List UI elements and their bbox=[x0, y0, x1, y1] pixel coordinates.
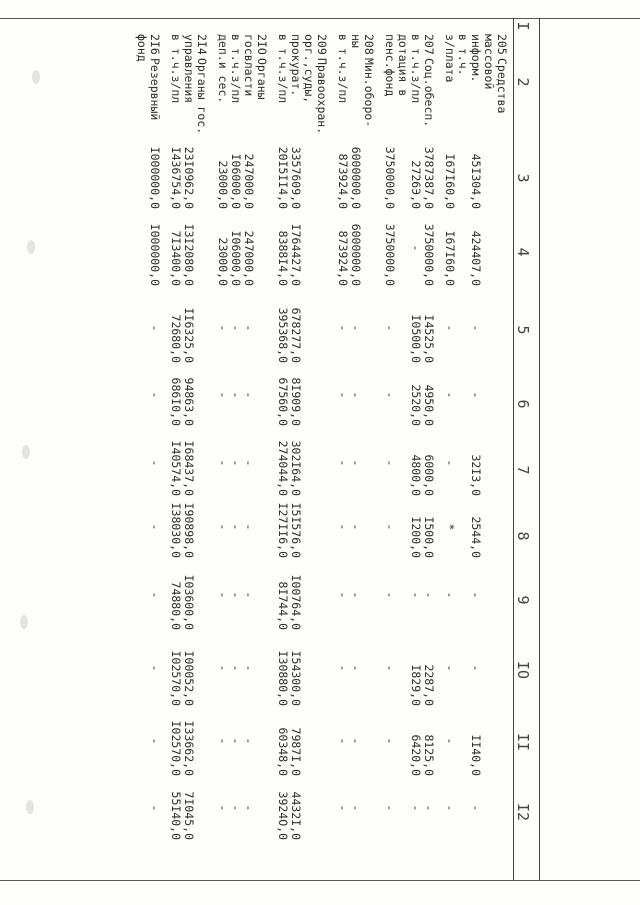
row-line bbox=[456, 0, 469, 905]
column-number: 2 bbox=[514, 77, 532, 87]
cell-value: - bbox=[242, 459, 256, 467]
cell-value: - bbox=[148, 324, 162, 332]
row-code: 209 bbox=[315, 34, 329, 55]
cell-value: - bbox=[443, 804, 457, 812]
row-line bbox=[422, 0, 435, 905]
row-label: госвласти bbox=[242, 34, 256, 97]
cell-value: - bbox=[242, 523, 256, 531]
cell-value: - bbox=[383, 664, 397, 672]
cell-value: - bbox=[443, 664, 457, 672]
row-line bbox=[315, 0, 328, 905]
cell-value: - bbox=[336, 391, 350, 399]
row-line bbox=[482, 0, 495, 905]
row-label: в т.ч.з/пл bbox=[409, 34, 423, 104]
cell-value: - bbox=[216, 523, 230, 531]
cell-value: 55I40,0 bbox=[169, 791, 183, 840]
cell-value: - bbox=[349, 664, 363, 672]
row-line bbox=[242, 0, 255, 905]
cell-value: - bbox=[349, 523, 363, 531]
cell-value: I06000,0 bbox=[229, 230, 243, 286]
scan-mark bbox=[22, 445, 30, 459]
row-line bbox=[229, 0, 242, 905]
row-label: в т.ч. bbox=[456, 34, 470, 76]
row-line bbox=[195, 0, 208, 905]
cell-value: - bbox=[409, 244, 423, 252]
header-top-rule bbox=[539, 18, 540, 880]
cell-value: 4432I,0 bbox=[289, 791, 303, 840]
cell-value: - bbox=[349, 324, 363, 332]
column-number: 7 bbox=[514, 465, 532, 475]
cell-value: - bbox=[216, 664, 230, 672]
cell-value: 7I045,0 bbox=[182, 791, 196, 840]
cell-value: I3I2080,0 bbox=[182, 223, 196, 286]
cell-value: I00764,0 bbox=[289, 574, 303, 630]
row-line bbox=[362, 0, 375, 905]
column-number: I bbox=[514, 21, 532, 31]
cell-value: - bbox=[383, 391, 397, 399]
column-number: II bbox=[514, 732, 532, 752]
cell-value: - bbox=[349, 804, 363, 812]
scan-mark bbox=[20, 615, 28, 629]
row-label: Соц.обесп. bbox=[422, 58, 436, 128]
cell-value: - bbox=[383, 591, 397, 599]
row-label: пенс.фонд bbox=[383, 34, 397, 97]
cell-value: I0500,0 bbox=[409, 314, 423, 363]
cell-value: I02570,0 bbox=[169, 650, 183, 706]
column-number: I2 bbox=[514, 802, 532, 822]
cell-value: - bbox=[242, 804, 256, 812]
row-line bbox=[495, 0, 508, 905]
cell-value: I200,0 bbox=[409, 516, 423, 558]
cell-value: - bbox=[469, 391, 483, 399]
row-line bbox=[276, 0, 289, 905]
cell-value: 873924,0 bbox=[336, 230, 350, 286]
row-line bbox=[302, 0, 315, 905]
cell-value: - bbox=[148, 737, 162, 745]
table-row bbox=[216, 0, 268, 905]
row-code: 2IO bbox=[255, 34, 269, 55]
column-number: 4 bbox=[514, 247, 532, 257]
row-label: Средства bbox=[495, 58, 509, 114]
cell-value: - bbox=[469, 664, 483, 672]
cell-value: - bbox=[443, 391, 457, 399]
row-label: в т.ч.з/пл bbox=[276, 34, 290, 104]
cell-value: I54300,0 bbox=[289, 650, 303, 706]
row-line bbox=[169, 0, 182, 905]
row-label: в т.ч.з/пл bbox=[169, 34, 183, 104]
cell-value: - bbox=[148, 804, 162, 812]
row-line bbox=[336, 0, 349, 905]
cell-value: - bbox=[383, 737, 397, 745]
cell-value: I38030,0 bbox=[169, 502, 183, 558]
cell-value: - bbox=[469, 591, 483, 599]
column-number: 5 bbox=[514, 325, 532, 335]
cell-value: - bbox=[443, 591, 457, 599]
cell-value: - bbox=[216, 324, 230, 332]
cell-value: - bbox=[242, 591, 256, 599]
row-label: Мин.оборо- bbox=[362, 58, 376, 128]
cell-value: 74880,0 bbox=[169, 581, 183, 630]
cell-value: - bbox=[336, 737, 350, 745]
cell-value: 678277,0 bbox=[289, 307, 303, 363]
cell-value: I03600,0 bbox=[182, 574, 196, 630]
cell-value: 302I64,0 bbox=[289, 440, 303, 496]
cell-value: 6420,0 bbox=[409, 734, 423, 776]
cell-value: - bbox=[229, 804, 243, 812]
cell-value: - bbox=[216, 737, 230, 745]
cell-value: - bbox=[349, 391, 363, 399]
column-number: IO bbox=[514, 660, 532, 680]
cell-value: 3750000,0 bbox=[383, 223, 397, 286]
row-code: 2I4 bbox=[195, 34, 209, 55]
row-code: 207 bbox=[422, 34, 436, 55]
cell-value: - bbox=[469, 324, 483, 332]
cell-value: II40,0 bbox=[469, 734, 483, 776]
table-row bbox=[443, 0, 508, 905]
cell-value: - bbox=[422, 591, 436, 599]
cell-value: I500,0 bbox=[422, 516, 436, 558]
cell-value: - bbox=[383, 324, 397, 332]
cell-value: 23000,0 bbox=[216, 237, 230, 286]
cell-value: 72680,0 bbox=[169, 314, 183, 363]
cell-value: 23000,0 bbox=[216, 160, 230, 209]
cell-value: - bbox=[443, 459, 457, 467]
cell-value: - bbox=[336, 324, 350, 332]
cell-value: 247000,0 bbox=[242, 230, 256, 286]
column-number: 3 bbox=[514, 173, 532, 183]
cell-value: 8125,0 bbox=[422, 734, 436, 776]
row-code: 2I6 bbox=[148, 34, 162, 55]
row-label: орг.,суды, bbox=[302, 34, 316, 104]
cell-value: - bbox=[383, 459, 397, 467]
cell-value: 3750000,0 bbox=[422, 223, 436, 286]
cell-value: I68437,0 bbox=[182, 440, 196, 496]
cell-value: - bbox=[409, 804, 423, 812]
cell-value: 32I3,0 bbox=[469, 454, 483, 496]
cell-value: I000000,0 bbox=[148, 223, 162, 286]
row-label: ны bbox=[349, 34, 363, 48]
column-number: 6 bbox=[514, 399, 532, 409]
cell-value: II6325,0 bbox=[182, 307, 196, 363]
row-label: Органы гос. bbox=[195, 58, 209, 135]
cell-value: - bbox=[148, 523, 162, 531]
row-label: Правоохран. bbox=[315, 58, 329, 135]
row-line bbox=[255, 0, 268, 905]
cell-value: - bbox=[443, 324, 457, 332]
cell-value: - bbox=[148, 664, 162, 672]
cell-value: 23I0962,0 bbox=[182, 146, 196, 209]
cell-value: - bbox=[229, 664, 243, 672]
cell-value: - bbox=[216, 391, 230, 399]
cell-value: - bbox=[383, 804, 397, 812]
row-line bbox=[383, 0, 396, 905]
cell-value: - bbox=[242, 664, 256, 672]
table-row bbox=[135, 0, 161, 905]
cell-value: - bbox=[229, 737, 243, 745]
row-line bbox=[349, 0, 362, 905]
cell-value: 3924O,0 bbox=[276, 791, 290, 840]
row-label: прокурат. bbox=[289, 34, 303, 97]
cell-value: 2287,0 bbox=[422, 664, 436, 706]
cell-value: 67560,0 bbox=[276, 377, 290, 426]
cell-value: - bbox=[148, 459, 162, 467]
row-label: дотация в bbox=[396, 34, 410, 97]
cell-value: 6000000,0 bbox=[349, 146, 363, 209]
scan-mark bbox=[32, 70, 40, 84]
cell-value: - bbox=[349, 737, 363, 745]
cell-value: 8I909,0 bbox=[289, 377, 303, 426]
cell-value: 3357609,0 bbox=[289, 146, 303, 209]
row-code: 205 bbox=[495, 34, 509, 55]
row-label: з/плата bbox=[443, 34, 457, 83]
cell-value: I06000,0 bbox=[229, 153, 243, 209]
cell-value: - bbox=[229, 591, 243, 599]
cell-value: 424407,0 bbox=[469, 230, 483, 286]
cell-value: - bbox=[469, 804, 483, 812]
cell-value: 45I304,0 bbox=[469, 153, 483, 209]
cell-value: 2726Э,0 bbox=[409, 160, 423, 209]
cell-value: - bbox=[336, 664, 350, 672]
cell-value: - bbox=[383, 523, 397, 531]
cell-value: 94863,0 bbox=[182, 377, 196, 426]
cell-value: I67I60,0 bbox=[443, 230, 457, 286]
row-label: в т.ч.з/пл bbox=[336, 34, 350, 104]
row-label: информ. bbox=[469, 34, 483, 83]
cell-value: 3787387,0 bbox=[422, 146, 436, 209]
row-line bbox=[289, 0, 302, 905]
row-line bbox=[409, 0, 422, 905]
cell-value: I436754,0 bbox=[169, 146, 183, 209]
cell-value: - bbox=[336, 804, 350, 812]
cell-value: 6000,0 bbox=[422, 454, 436, 496]
cell-value: 2544,0 bbox=[469, 516, 483, 558]
row-line bbox=[469, 0, 482, 905]
cell-value: - bbox=[242, 737, 256, 745]
cell-value: 2520,0 bbox=[409, 384, 423, 426]
cell-value: 4950,0 bbox=[422, 384, 436, 426]
cell-value: 4800,0 bbox=[409, 454, 423, 496]
cell-value: I5I576,0 bbox=[289, 502, 303, 558]
cell-value: I40574,0 bbox=[169, 440, 183, 496]
cell-value: - bbox=[409, 591, 423, 599]
row-line bbox=[396, 0, 409, 905]
cell-value: I000000,0 bbox=[148, 146, 162, 209]
cell-value: I00052,0 bbox=[182, 650, 196, 706]
cell-value: 8I744,0 bbox=[276, 581, 290, 630]
cell-value: - bbox=[336, 591, 350, 599]
cell-value: - bbox=[336, 523, 350, 531]
cell-value: 274044,0 bbox=[276, 440, 290, 496]
cell-value: I90898,0 bbox=[182, 502, 196, 558]
row-label: управления bbox=[182, 34, 196, 104]
table-row bbox=[336, 0, 375, 905]
cell-value: 8388I4,0 bbox=[276, 230, 290, 286]
table-row bbox=[276, 0, 328, 905]
cell-value: - bbox=[229, 459, 243, 467]
row-line bbox=[216, 0, 229, 905]
row-label: в т.ч.з/пл bbox=[229, 34, 243, 104]
row-label: Органы bbox=[255, 58, 269, 100]
cell-value: - bbox=[242, 391, 256, 399]
cell-value: - bbox=[148, 591, 162, 599]
cell-value: I30880,0 bbox=[276, 650, 290, 706]
cell-value: 3750000,0 bbox=[383, 146, 397, 209]
scan-mark bbox=[27, 240, 35, 254]
cell-value: - bbox=[349, 591, 363, 599]
cell-value: - bbox=[148, 391, 162, 399]
cell-value: I02570,0 bbox=[169, 720, 183, 776]
row-label: деп.и сес. bbox=[216, 34, 230, 104]
column-number: 9 bbox=[514, 595, 532, 605]
table-row bbox=[169, 0, 208, 905]
cell-value: I27II6,0 bbox=[276, 502, 290, 558]
cell-value: - bbox=[216, 591, 230, 599]
cell-value: - bbox=[422, 804, 436, 812]
cell-value: - bbox=[216, 804, 230, 812]
cell-value: I33662,0 bbox=[182, 720, 196, 776]
cell-value: 7I3400,0 bbox=[169, 230, 183, 286]
cell-value: 247000,0 bbox=[242, 153, 256, 209]
cell-value: 873924,0 bbox=[336, 153, 350, 209]
cell-value: I4525,0 bbox=[422, 314, 436, 363]
cell-value: - bbox=[349, 459, 363, 467]
cell-value: 686I0,0 bbox=[169, 377, 183, 426]
row-label: массовой bbox=[482, 34, 496, 90]
cell-value: - bbox=[229, 324, 243, 332]
row-line bbox=[182, 0, 195, 905]
cell-value: - bbox=[229, 523, 243, 531]
cell-value: 7987I,0 bbox=[289, 727, 303, 776]
cell-value: 395368,0 bbox=[276, 307, 290, 363]
row-label: Резервный bbox=[148, 58, 162, 121]
cell-value: * bbox=[443, 523, 457, 531]
cell-value: I67I60,0 bbox=[443, 153, 457, 209]
cell-value: - bbox=[229, 391, 243, 399]
row-label: фонд bbox=[135, 34, 149, 62]
cell-value: I829,0 bbox=[409, 664, 423, 706]
row-line bbox=[148, 0, 161, 905]
cell-value: 20I5II4,0 bbox=[276, 146, 290, 209]
table-row bbox=[383, 0, 435, 905]
cell-value: - bbox=[216, 459, 230, 467]
row-line bbox=[135, 0, 148, 905]
cell-value: I764427,0 bbox=[289, 223, 303, 286]
column-number: 8 bbox=[514, 531, 532, 541]
row-code: 208 bbox=[362, 34, 376, 55]
cell-value: 60348,0 bbox=[276, 727, 290, 776]
cell-value: - bbox=[443, 737, 457, 745]
cell-value: 6000000,0 bbox=[349, 223, 363, 286]
scan-mark bbox=[26, 800, 34, 814]
cell-value: - bbox=[336, 459, 350, 467]
cell-value: - bbox=[242, 324, 256, 332]
row-line bbox=[443, 0, 456, 905]
